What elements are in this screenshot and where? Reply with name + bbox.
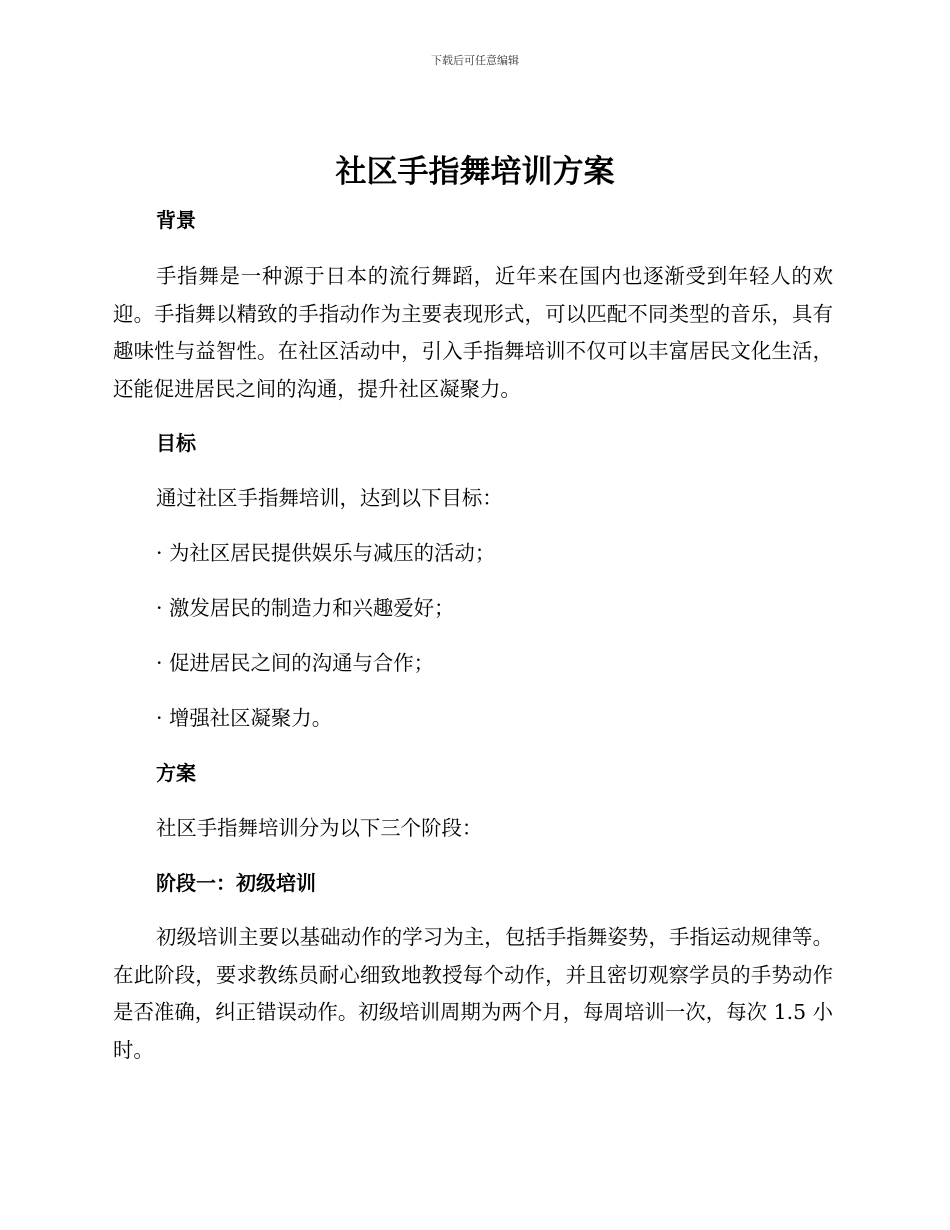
section-heading-background: 背景 [156, 208, 196, 232]
list-item: · 促进居民之间的沟通与合作； [156, 651, 435, 675]
plan-intro: 社区手指舞培训分为以下三个阶段： [156, 816, 483, 840]
list-item: · 增强社区凝聚力。 [156, 706, 333, 730]
section-heading-stage1: 阶段一：初级培训 [156, 871, 316, 895]
goals-intro: 通过社区手指舞培训，达到以下目标： [156, 486, 503, 510]
document-title: 社区手指舞培训方案 [335, 154, 615, 190]
stage1-paragraph: 初级培训主要以基础动作的学习为主，包括手指舞姿势，手指运动规律等。在此阶段，要求教练员耐心细致地教授每个动作，并且密切观察学员的手势动作是否准确，纠正错误动作。初级培训周期为两个月，每周培训一次，每次 1.5 小时。 [113, 925, 833, 1062]
background-paragraph: 手指舞是一种源于日本的流行舞蹈，近年来在国内也逐渐受到年轻人的欢迎。手指舞以精致的手指动作为主要表现形式，可以匹配不同类型的音乐，具有趣味性与益智性。在社区活动中，引入手指舞培训不仅可以丰富居民文化生活，还能促进居民之间的沟通，提升社区凝聚力。 [113, 264, 833, 401]
page-header: 下载后可任意编辑 [431, 54, 519, 67]
goals-list [113, 535, 833, 736]
list-item: · 激发居民的制造力和兴趣爱好； [156, 596, 455, 620]
section-heading-goals: 目标 [156, 431, 196, 455]
document-body [113, 202, 833, 1069]
section-heading-plan: 方案 [156, 761, 196, 785]
list-item: · 为社区居民提供娱乐与减压的活动； [156, 541, 496, 565]
